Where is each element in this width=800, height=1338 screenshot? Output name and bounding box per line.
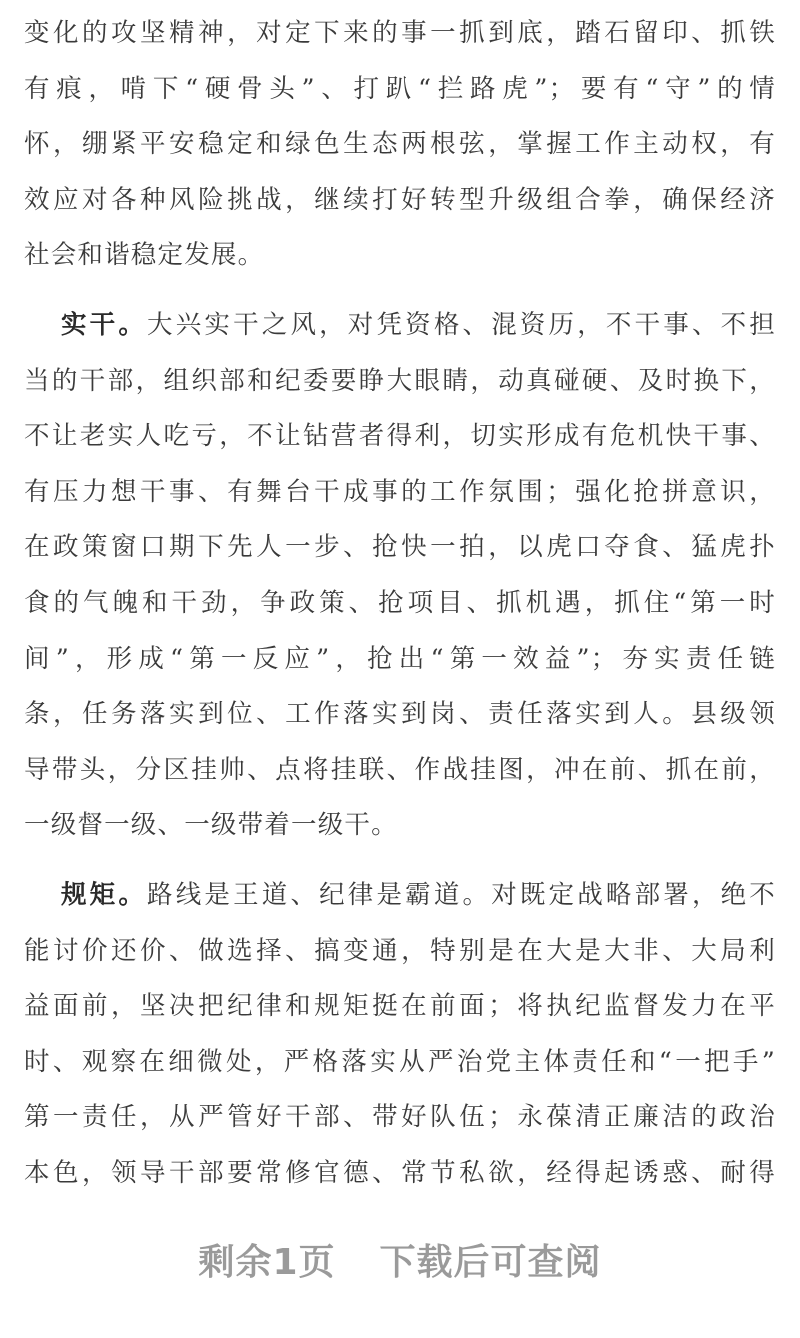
text-line: 变化的攻坚精神，对定下来的事一抓到底，踏石留印、抓铁 — [24, 18, 776, 48]
text-line: 导带头，分区挂帅、点将挂联、作战挂图，冲在前、抓在前， — [24, 754, 776, 785]
paragraph-lead-guiju: 规矩。 — [61, 879, 148, 910]
text-line: 时、观察在细微处，严格落实从严治党主体责任和“一把手” — [24, 1046, 776, 1077]
text-line: 效应对各种风险挑战，继续打好转型升级组合拳，确保经济 — [24, 184, 776, 215]
text-line: 在政策窗口期下先人一步、抢快一拍，以虎口夺食、猛虎扑 — [24, 532, 776, 563]
download-to-view-label: 下载后可查阅 — [379, 1242, 602, 1283]
text-line: 当的干部，组织部和纪委要睁大眼睛，动真碰硬、及时换下， — [24, 365, 776, 396]
paragraph-first-line — [24, 298, 776, 354]
text-line: 间”，形成“第一反应”，抢出“第一效益”；夯实责任链 — [24, 643, 776, 674]
text-line: 本色，领导干部要常修官德、常节私欲，经得起诱惑、耐得 — [24, 1157, 776, 1188]
text-line: 一级督一级、一级带着一级干。 — [24, 810, 398, 841]
text-line: 有痕，啃下“硬骨头”、打趴“拦路虎”；要有“守”的情 — [24, 73, 776, 104]
text-line: 不让老实人吃亏，不让钻营者得利，切实形成有危机快干事、 — [24, 421, 776, 452]
text-line: 怀，绷紧平安稳定和绿色生态两根弦，掌握工作主动权，有 — [24, 129, 776, 160]
paragraph-first-line — [24, 868, 776, 924]
paragraph-lead-shigan: 实干。 — [61, 309, 148, 340]
text-line: 食的气魄和干劲，争政策、抢项目、抓机遇，抓住“第一时 — [24, 587, 776, 618]
document-body — [24, 6, 776, 1201]
text-line: 有压力想干事、有舞台干成事的工作氛围；强化抢拼意识， — [24, 476, 776, 507]
remaining-pages-label: 剩余1页 — [198, 1242, 336, 1283]
text-line: 路线是王道、纪律是霸道。对既定战略部署，绝不 — [147, 879, 776, 910]
text-line: 能讨价还价、做选择、搞变通，特别是在大是大非、大局利 — [24, 935, 776, 966]
text-line: 条，任务落实到位、工作落实到岗、责任落实到人。县级领 — [24, 699, 776, 730]
text-line: 大兴实干之风，对凭资格、混资历，不干事、不担 — [147, 309, 776, 340]
download-prompt[interactable] — [0, 1234, 800, 1285]
text-line: 第一责任，从严管好干部、带好队伍；永葆清正廉洁的政治 — [24, 1102, 776, 1133]
text-line: 社会和谐稳定发展。 — [24, 240, 265, 271]
text-line: 益面前，坚决把纪律和规矩挺在前面；将执纪监督发力在平 — [24, 991, 776, 1022]
